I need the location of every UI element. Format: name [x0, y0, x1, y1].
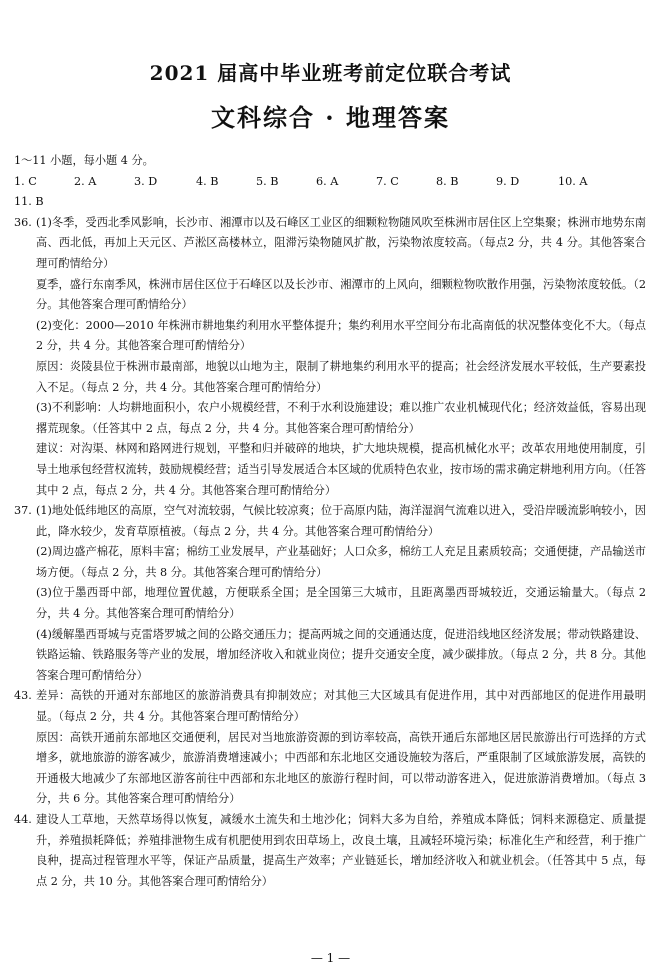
- mc-answer: 3. D: [134, 174, 158, 188]
- question-number: 43.: [14, 689, 32, 703]
- answer-paragraph: 夏季，盛行东南季风，株洲市居住区位于石峰区以及长沙市、湘潭市的上风向，细颗粒物吹散作用强，污染物浓度较低。（2 分。其他答案合理可酌情给分）: [36, 277, 646, 312]
- question-number: 44.: [14, 813, 32, 826]
- page-subtitle: 文科综合 · 地理答案: [210, 103, 451, 132]
- answer-paragraph: 原因：高铁开通前东部地区交通便利，居民对当地旅游资源的到访率较高，高铁开通后东部地区居民旅游出行可选择的方式增多，就地旅游的游客减少，旅游消费增速减小；中西部和东北地区交通设施较为落后，严重限制了区域旅游发展，高铁的开通极大地减少了东部地区游客前往中西部和东北地区的旅游行程时间，可以带动游客进入，促进旅游消费增加。（每点 3 分，共 6 分。其他答案合理可酌情给分）: [36, 730, 646, 806]
- question-37: [14, 501, 646, 686]
- answer-paragraph: 原因：炎陵县位于株洲市最南部，地貌以山地为主，限制了耕地集约利用水平的提高；社会经济发展水平较低，生产要素投入不足。（每点 2 分，共 4 分。其他答案合理可酌情给分）: [36, 359, 646, 394]
- question-36: [14, 213, 646, 501]
- mc-answers-row: [14, 172, 646, 193]
- question-44: [14, 810, 646, 892]
- answer-paragraph: 建设人工草地，天然草场得以恢复，减缓水土流失和土地沙化；饲料大多为自给，养殖成本降低；饲料来源稳定、质量提升，养殖损耗降低；养殖排泄物生成有机肥使用到农田草场上，改良土壤，且减轻环境污染；标准化生产和经营，利于推广良种，提高过程管理水平等，保证产品质量，提高生产效率；产业链延长，增加经济收入和就业机会。（任答其中 5 点，每点 2 分，共 10 分。其他答案合理可酌情给分）: [36, 813, 646, 888]
- mc-intro: 1～11 小题，每小题 4 分。: [14, 154, 154, 167]
- answer-content: [14, 151, 646, 892]
- mc-answer: 5. B: [256, 174, 279, 188]
- mc-answer: 8. B: [436, 174, 459, 188]
- answer-paragraph: 差异：高铁的开通对东部地区的旅游消费具有抑制效应；对其他三大区域具有促进作用，其中对西部地区的促进作用最明显。（每点 2 分，共 4 分。其他答案合理可酌情给分）: [36, 689, 646, 724]
- answer-paragraph: 建议：对沟渠、林网和路网进行规划，平整和归并破碎的地块，扩大地块规模，提高机械化水平；改革农用地使用制度，引导土地承包经营权流转，鼓励规模经营；适当引导发展适合本区域的优质特色农业，按市场的需求确定耕地利用方向。（任答其中 2 点，每点 2 分，共 4 分。其他答案合理可酌情给分）: [36, 442, 646, 497]
- answer-paragraph: (3)不利影响：人均耕地面积小，农户小规模经营，不利于水利设施建设；难以推广农业机械现代化；经济效益低，容易出现撂荒现象。（任答其中 2 点，每点 2 分，共 4 分。其他答案合理可酌情给分）: [36, 401, 646, 435]
- mc-answer: 1. C: [14, 174, 37, 188]
- mc-answer: 10. A: [558, 174, 588, 188]
- question-number: 36.: [14, 215, 32, 229]
- answer-paragraph: (3)位于墨西哥中部，地理位置优越，方便联系全国；是全国第三大城市，且距离墨西哥城较近，交通运输量大。（每点 2 分，共 4 分。其他答案合理可酌情给分）: [36, 586, 646, 621]
- question-43: [14, 686, 646, 810]
- mc-answer: 2. A: [74, 174, 97, 188]
- answer-paragraph: (2)周边盛产棉花，原料丰富；棉纺工业发展早，产业基础好；人口众多，棉纺工人充足且素质较高；交通便捷，产品输送市场方便。（每点 2 分，共 8 分。其他答案合理可酌情给分）: [36, 545, 646, 579]
- answer-paragraph: (1)冬季，受西北季风影响，长沙市、湘潭市以及石峰区工业区的细颗粒物随风吹至株洲市居住区上空集聚；株洲市地势东南高、西北低，再加上天元区、芦淞区高楼林立，阻滞污染物随风扩散，污染物浓度较高。（每点2 分，共 4 分。其他答案合理可酌情给分）: [36, 215, 646, 270]
- page-title: 2021 届高中毕业班考前定位联合考试: [149, 61, 512, 85]
- page-number: — 1 —: [310, 951, 351, 965]
- question-number: 37.: [14, 504, 32, 518]
- mc-answer: 6. A: [316, 174, 339, 188]
- answer-paragraph: (1)地处低纬地区的高原，空气对流较弱，气候比较凉爽；位于高原内陆，海洋湿润气流难以进入，受沿岸暖流影响较小，因此，降水较少，发育草原植被。（每点 2 分，共 4 分。其他答案合理可酌情给分）: [36, 504, 646, 538]
- mc-answer: 9. D: [496, 174, 520, 188]
- mc-answer: 4. B: [196, 174, 219, 188]
- mc-answer: 11. B: [14, 195, 44, 209]
- answer-paragraph: (4)缓解墨西哥城与克雷塔罗城之间的公路交通压力；提高两城之间的交通通达度，促进沿线地区经济发展；带动铁路建设、铁路运输、铁路服务等产业的发展，增加经济收入和就业岗位；提升交通安全度，减少碳排放。（每点 2 分，共 8 分。其他答案合理可酌情给分）: [36, 627, 646, 682]
- answer-paragraph: (2)变化：2000—2010 年株洲市耕地集约利用水平整体提升；集约利用水平空间分布北高南低的状况整体变化不大。（每点 2 分，共 4 分。其他答案合理可酌情给分）: [36, 318, 646, 353]
- mc-answer: 7. C: [376, 174, 399, 188]
